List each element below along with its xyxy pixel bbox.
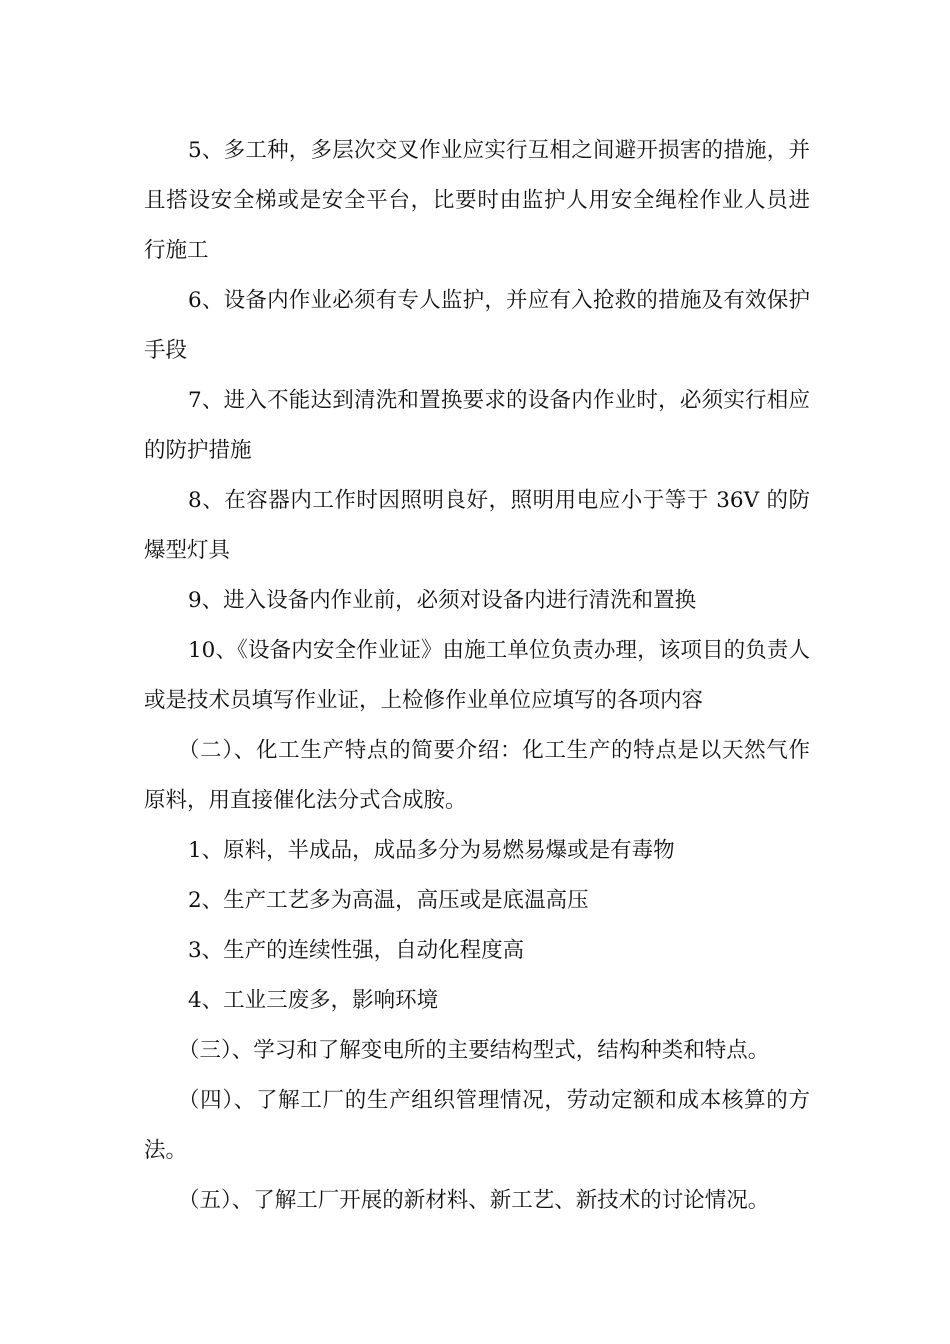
paragraph-item-8: 8、在容器内工作时因照明良好，照明用电应小于等于 36V 的防爆型灯具	[144, 488, 810, 563]
section-heading-3: （三）、学习和了解变电所的主要结构型式，结构种类和特点。	[178, 1038, 770, 1063]
paragraph-item-5: 5、多工种，多层次交叉作业应实行互相之间避开损害的措施，并且搭设安全梯或是安全平台，比要时由监护人用安全绳栓作业人员进行施工	[144, 138, 810, 263]
paragraph-item-4: 4、工业三废多，影响环境	[188, 988, 439, 1013]
paragraph-item-1: 1、原料，半成品，成品多分为易燃易爆或是有毒物	[188, 838, 675, 863]
paragraph-item-7: 7、进入不能达到清洗和置换要求的设备内作业时，必须实行相应的防护措施	[144, 388, 810, 463]
document-body	[144, 126, 810, 1226]
section-heading-4: （四）、了解工厂的生产组织管理情况，劳动定额和成本核算的方法。	[144, 1088, 810, 1163]
section-heading-2: （二）、化工生产特点的简要介绍：化工生产的特点是以天然气作原料，用直接催化法分式合成胺。	[144, 738, 810, 813]
paragraph-item-3: 3、生产的连续性强，自动化程度高	[188, 938, 525, 963]
paragraph-item-9: 9、进入设备内作业前，必须对设备内进行清洗和置换	[188, 588, 697, 613]
section-heading-5: （五）、了解工厂开展的新材料、新工艺、新技术的讨论情况。	[178, 1188, 770, 1213]
paragraph-item-10: 10、《设备内安全作业证》由施工单位负责办理，该项目的负责人或是技术员填写作业证，上检修作业单位应填写的各项内容	[144, 638, 810, 713]
paragraph-item-6: 6、设备内作业必须有专人监护，并应有入抢救的措施及有效保护手段	[144, 288, 810, 363]
paragraph-item-2: 2、生产工艺多为高温，高压或是底温高压	[188, 888, 589, 913]
